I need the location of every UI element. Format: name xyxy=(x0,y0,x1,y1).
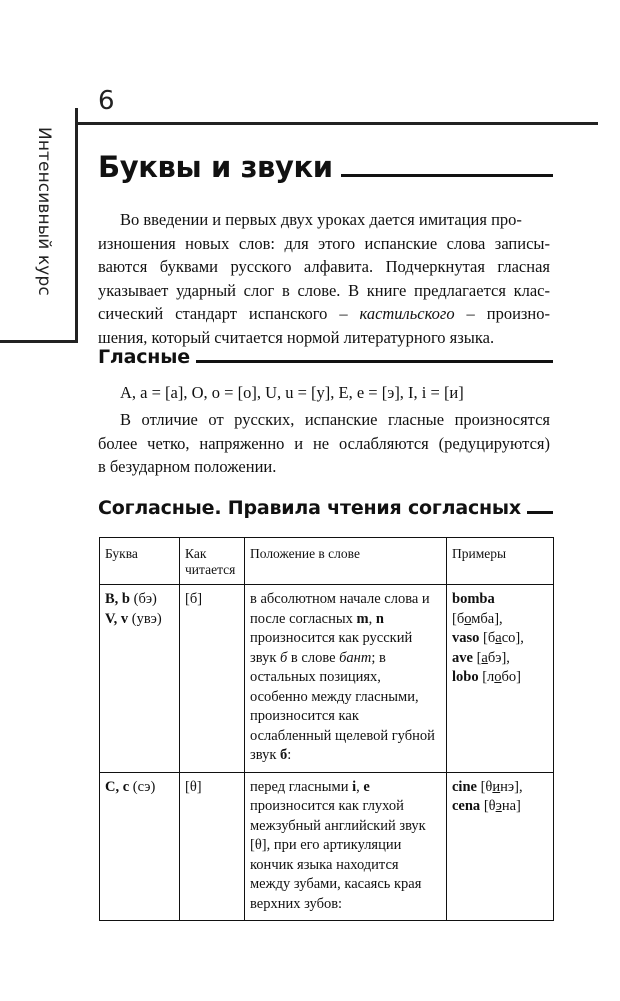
letter-name: (сэ) xyxy=(129,778,156,795)
consonants-heading-text: Согласные. Правила чтения согласных xyxy=(98,497,521,519)
vowels-heading-text: Гласные xyxy=(98,346,190,368)
example-transcription: [б xyxy=(479,630,496,646)
example-transcription: [л xyxy=(478,669,495,685)
side-tab-divider xyxy=(75,108,78,343)
position-text: , xyxy=(368,610,376,627)
position-bold: n xyxy=(375,610,384,627)
example-word: cena xyxy=(452,798,481,814)
intro-line: ваются буквами русского алфавита. Подчеркнутая гласная xyxy=(98,257,550,276)
example-word: vaso xyxy=(452,630,480,646)
table-row xyxy=(100,772,554,921)
example-transcription: бо] xyxy=(501,669,522,685)
example-transcription: [б xyxy=(452,610,465,627)
position-text: ; в остальных позициях, особенно между гласными, произносится как ослабленный щелевой губной звук xyxy=(250,649,435,763)
position-text: : xyxy=(287,747,292,763)
intro-line: указывает ударный слог в слове. В книге предлагается клас- xyxy=(98,280,550,300)
intro-line: изношения новых слов: для этого испанские слова записы- xyxy=(98,233,550,253)
example-transcription: нэ], xyxy=(500,778,523,795)
stressed-vowel: э xyxy=(495,798,502,814)
vowels-formula: A, a = [а], O, o = [о], U, u = [у], E, e = [э], I, i = [и] xyxy=(120,383,464,402)
top-rule xyxy=(78,122,598,125)
position-cell xyxy=(245,585,447,773)
page-number: 6 xyxy=(98,86,115,116)
table-header-cell: Как читается xyxy=(180,538,245,585)
position-bold: e xyxy=(363,778,370,795)
example-word: ave xyxy=(452,649,473,666)
consonants-table xyxy=(99,537,554,921)
letter-cell xyxy=(100,585,180,773)
consonants-heading-rule xyxy=(527,511,553,514)
heading-rule xyxy=(341,174,553,177)
vowels-line: более четко, напряженно и не ослабляются (редуцируются) xyxy=(98,433,550,453)
examples-cell xyxy=(447,772,554,921)
sound-cell: [θ] xyxy=(180,772,245,921)
chapter-heading-text: Буквы и звуки xyxy=(98,150,333,184)
table-header-cell: Буква xyxy=(100,538,180,585)
sound-cell: [б] xyxy=(180,585,245,773)
intro-emphasis: кастильского xyxy=(359,304,455,323)
position-italic: б xyxy=(280,649,288,666)
position-text: произносится как русский звук xyxy=(250,630,413,666)
intro-line: – произно- xyxy=(454,304,550,323)
stressed-vowel: о xyxy=(464,610,472,627)
position-text: в слове xyxy=(287,649,340,666)
example-transcription: [θ xyxy=(480,798,496,814)
example-transcription: мба], xyxy=(471,610,503,627)
stressed-vowel: о xyxy=(494,669,502,685)
letter-bold: B, b xyxy=(105,591,130,607)
table-header-cell: Положение в слове xyxy=(245,538,447,585)
position-text: произносится как глухой межзубный английский звук [θ], при его артикуляции кончик языка находится между зубами, касаясь края верхних зубов: xyxy=(250,798,426,912)
position-bold: m xyxy=(356,610,369,627)
example-transcription: на] xyxy=(501,798,521,814)
letter-bold: V, v xyxy=(105,610,129,627)
vowels-heading xyxy=(98,346,553,368)
intro-line: Во введении и первых двух уроках дается имитация про- xyxy=(120,210,522,229)
example-transcription: [ xyxy=(472,649,482,666)
example-transcription: [θ xyxy=(476,778,493,795)
vowels-paragraph xyxy=(98,408,550,479)
table-header-row xyxy=(100,538,554,585)
side-section-label: Интенсивный курс xyxy=(34,127,54,296)
vowels-line: В отличие от русских, испанские гласные произносятся xyxy=(120,410,550,429)
example-transcription: бэ], xyxy=(487,649,510,666)
letter-name: (увэ) xyxy=(128,610,162,627)
position-bold: б xyxy=(280,747,288,763)
intro-line: сический стандарт испанского – xyxy=(98,304,360,323)
position-bold: i xyxy=(352,778,357,795)
table-row xyxy=(100,585,554,773)
letter-bold: C, c xyxy=(105,778,130,795)
example-word: cine xyxy=(452,778,477,795)
example-word: bomba xyxy=(452,591,495,607)
intro-line: шения, который считается нормой литературного языка. xyxy=(98,327,495,347)
example-word: lobo xyxy=(452,669,479,685)
example-transcription: со], xyxy=(501,630,524,646)
position-text: в абсолютном начале слова и после согласных xyxy=(250,591,430,627)
position-cell xyxy=(245,772,447,921)
stressed-vowel: а xyxy=(495,630,502,646)
letter-cell xyxy=(100,772,180,921)
position-italic: бант xyxy=(339,649,372,666)
position-text: , xyxy=(356,778,364,795)
consonants-heading xyxy=(98,497,553,519)
examples-cell xyxy=(447,585,554,773)
stressed-vowel: и xyxy=(492,778,501,795)
vowels-heading-rule xyxy=(196,360,553,363)
table-header-cell: Примеры xyxy=(447,538,554,585)
letter-name: (бэ) xyxy=(130,591,157,607)
chapter-heading xyxy=(98,150,553,184)
intro-paragraph xyxy=(98,208,550,349)
position-text: перед гласными xyxy=(250,778,353,795)
vowels-line: в безударном положении. xyxy=(98,457,277,476)
stressed-vowel: а xyxy=(481,649,488,666)
